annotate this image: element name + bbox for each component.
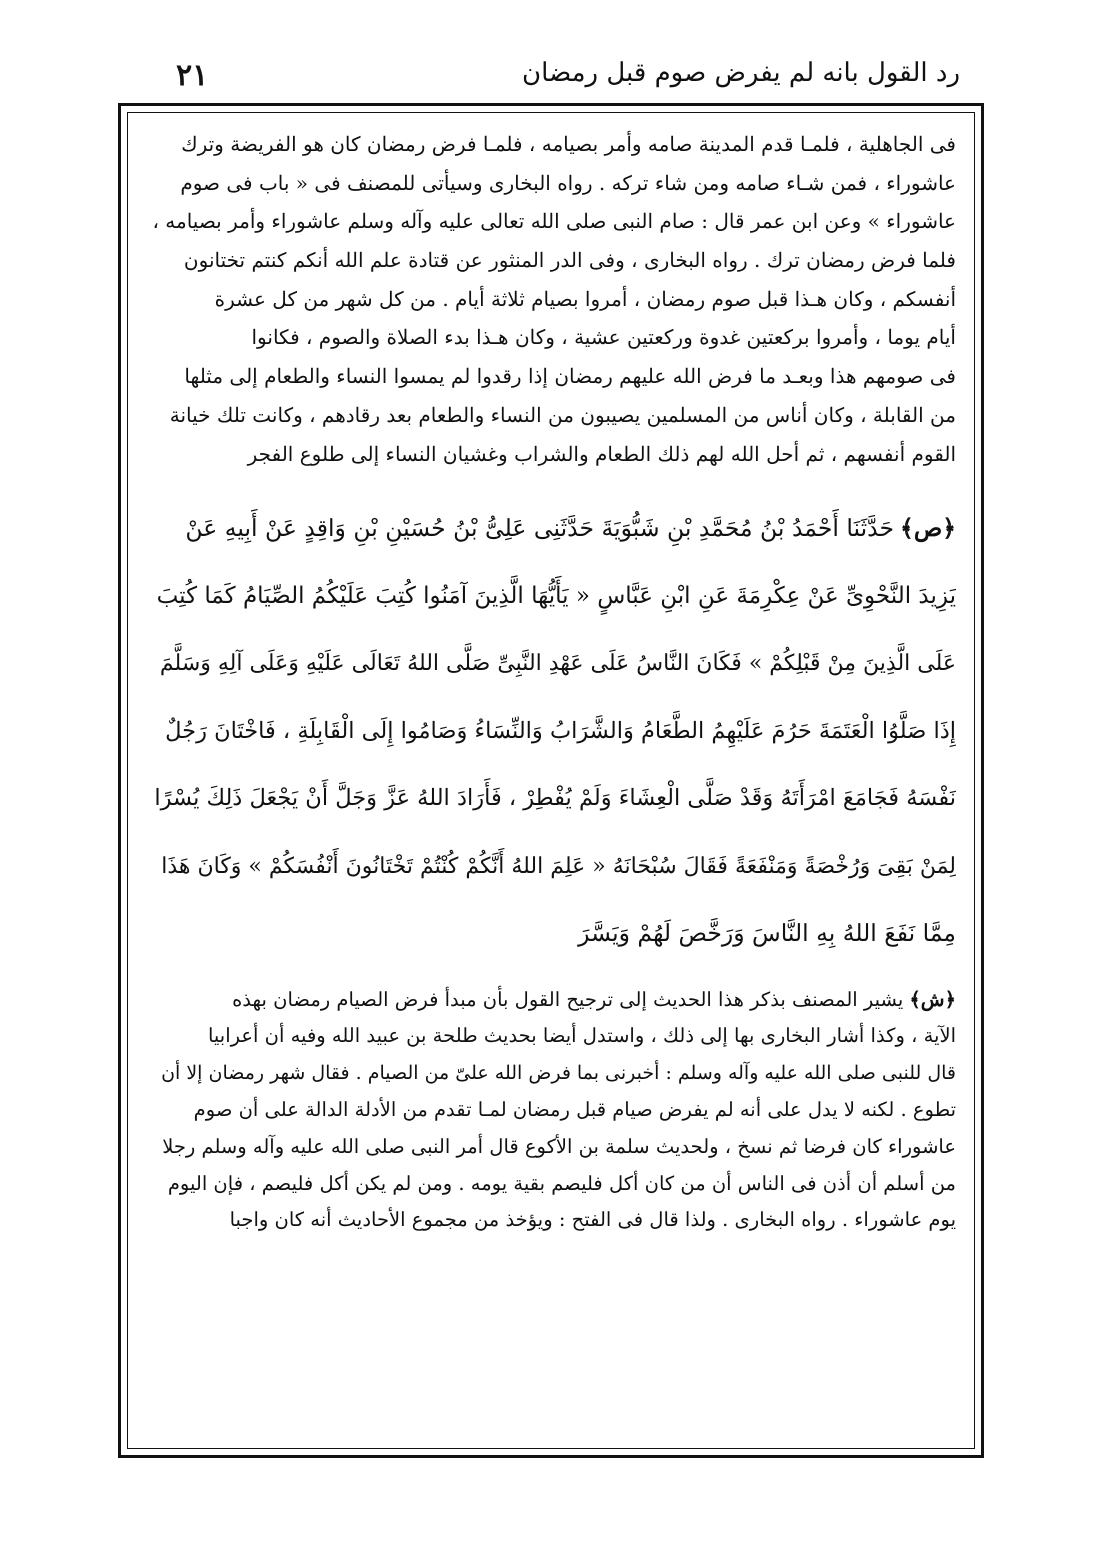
sharh-line: الآية ، وكذا أشار البخارى بها إلى ذلك ، واستدل أيضا بحديث طلحة بن عبيد الله وفيه أن أعرابيا [207, 1024, 956, 1048]
sharh-line: يوم عاشوراء . رواه البخارى . ولذا قال فى الفتح : ويؤخذ من مجموع الأحاديث أنه كان واجبا [229, 1208, 956, 1232]
commentary-line: أنفسكم ، وكان هـذا قبل صوم رمضان ، أمروا بصيام ثلاثة أيام . من كل شهر من كل عشرة [214, 286, 956, 311]
sharh-line: من أسلم أن أذن فى الناس أن من كان أكل فليصم بقية يومه . ومن لم يكن أكل فليصم ، فإن اليوم [167, 1171, 956, 1195]
commentary-line: فى الجاهلية ، فلمـا قدم المدينة صامه وأمر بصيامه ، فلمـا فرض رمضان كان هو الفريضة وترك [181, 132, 956, 156]
hadith-block [150, 495, 956, 968]
hadith-line-text: حَدَّثَنَا أَحْمَدُ بْنُ مُحَمَّدِ بْنِ شَبُّوَيَةَ حَدَّثَنِى عَلِىُّ بْنُ حُسَيْنِ بْنِ وَاقِدٍ عَنْ أَبِيهِ عَنْ [185, 514, 895, 543]
sharh-line: قال للنبى صلى الله عليه وآله وسلم : أخبرنى بما فرض الله علىّ من الصيام . فقال شهر رمضان إلا أن [161, 1062, 956, 1085]
sharh-line: عاشوراء كان فرضا ثم نسخ ، ولحديث سلمة بن الأكوع قال أمر النبى صلى الله عليه وآله وسلم رجلا [162, 1134, 956, 1158]
hadith-line: إِذَا صَلَّوُا الْعَتَمَةَ حَرُمَ عَلَيْهِمُ الطَّعَامُ وَالشَّرَابُ وَالنِّسَاءُ وَصَامُوا إِلَى الْقَابِلَةِ ، فَاخْتَانَ رَجُلٌ [165, 717, 956, 744]
hadith-line: مِمَّا نَفَعَ اللهُ بِهِ النَّاسَ وَرَخَّصَ لَهُمْ وَيَسَّرَ [578, 919, 956, 948]
commentary-line: عاشوراء » وعن ابن عمر قال : صام النبى صلى الله تعالى عليه وآله وسلم عاشوراء وأمر بصيامه ، [152, 209, 956, 234]
commentary-line: فى صومهم هذا وبعـد ما فرض الله عليهم رمضان إذا رقدوا لم يمسوا النساء والطعام إلى مثلها [184, 364, 956, 389]
commentary-line: القوم أنفسهم ، ثم أحل الله لهم ذلك الطعام والشراب وغشيان النساء إلى طلوع الفجر [247, 441, 956, 466]
hadith-line: يَزِيدَ النَّحْوِىِّ عَنْ عِكْرِمَةَ عَنِ ابْنِ عَبَّاسٍ « يَأَيُّهَا الَّذِينَ آمَنُوا كُتِبَ عَلَيْكُمُ الصِّيَامُ كَمَا كُتِبَ [156, 582, 956, 609]
sharh-line: تطوع . لكنه لا يدل على أنه لم يفرض صيام قبل رمضان لمـا تقدم من الأدلة الدالة على أن صوم [193, 1098, 956, 1122]
hadith-line: عَلَى الَّذِينَ مِنْ قَبْلِكُمْ » فَكَانَ النَّاسُ عَلَى عَهْدِ النَّبِىِّ صَلَّى اللهُ تَعَالَى عَلَيْهِ وَعَلَى آلِهِ وَسَلَّمَ [159, 651, 956, 677]
commentary-line: من القابلة ، وكان أناس من المسلمين يصيبون من النساء والطعام بعد رقادهم ، وكانت تلك خيانة [169, 402, 956, 427]
sharh-line-text: يشير المصنف بذكر هذا الحديث إلى ترجيح القول بأن مبدأ فرض الصيام رمضان بهذه [232, 987, 904, 1011]
hadith-line [150, 495, 956, 563]
sharh-marker: ﴿ش﴾ [909, 987, 956, 1011]
commentary-line: أيام يوما ، وأمروا بركعتين غدوة وركعتين عشية ، وكان هـذا بدء الصلاة والصوم ، فكانوا [251, 325, 956, 350]
hadith-line: نَفْسَهُ فَجَامَعَ امْرَأَتَهُ وَقَدْ صَلَّى الْعِشَاءَ وَلَمْ يُفْطِرْ ، فَأَرَادَ اللهُ عَزَّ وَجَلَّ أَنْ يَجْعَلَ ذَلِكَ يُسْرًا [154, 785, 956, 812]
hadith-line: لِمَنْ بَقِىَ وَرُخْصَةً وَمَنْفَعَةً فَقَالَ سُبْحَانَهُ « عَلِمَ اللهُ أَنَّكُمْ كُنْتُمْ تَخْتَانُونَ أَنْفُسَكُمْ » وَكَانَ هَذَا [161, 853, 956, 879]
commentary-line: فلما فرض رمضان ترك . رواه البخارى ، وفى الدر المنثور عن قتادة علم الله أنكم كنتم تختانون [183, 248, 956, 273]
page-header [128, 56, 990, 102]
hadith-marker: ﴿ص﴾ [900, 514, 956, 543]
running-title: رد القول بانه لم يفرض صوم قبل رمضان [522, 58, 960, 88]
sharh-block [150, 982, 956, 1240]
commentary-line: عاشوراء ، فمن شـاء صامه ومن شاء تركه . رواه البخارى وسيأتى للمصنف فى « باب فى صوم [180, 170, 956, 195]
page-content [150, 125, 956, 1435]
page-number: ٢١ [176, 58, 209, 93]
commentary-block [150, 125, 956, 473]
sharh-line [150, 982, 956, 1019]
